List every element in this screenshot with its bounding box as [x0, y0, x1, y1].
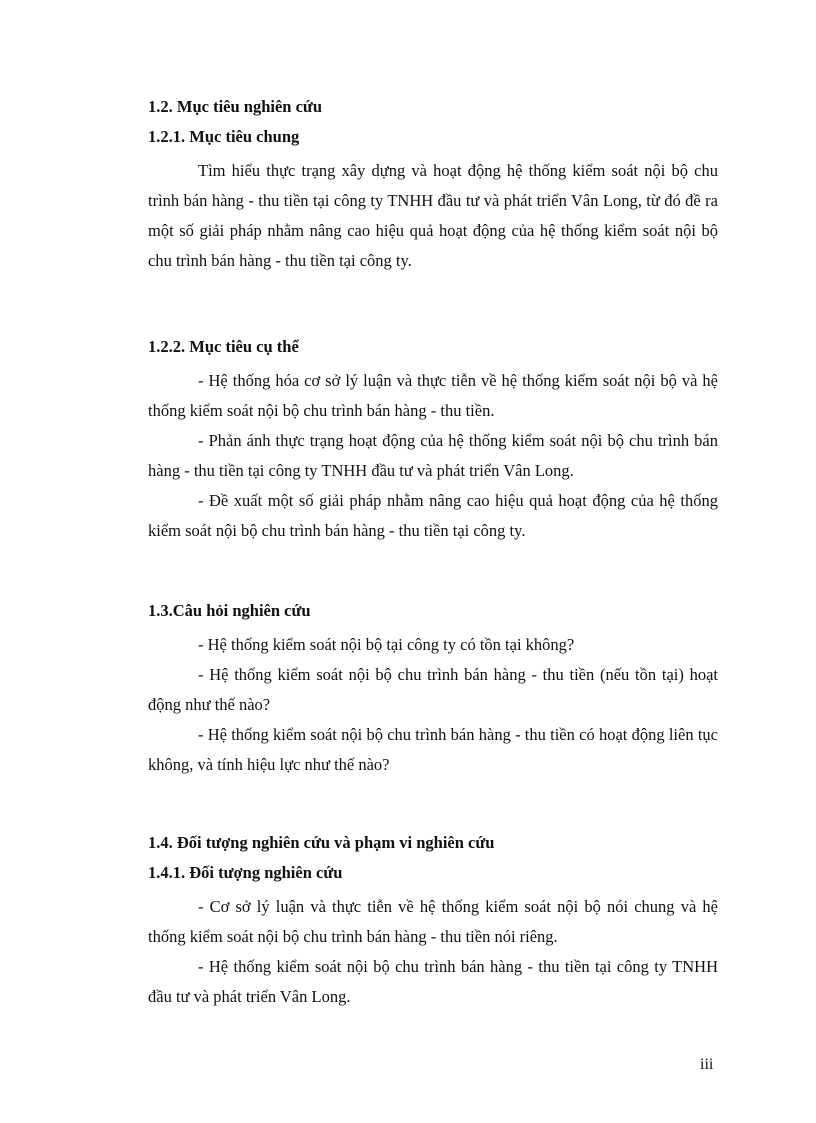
- page-content: [148, 96, 718, 1012]
- list-item-question-2: - Hệ thống kiểm soát nội bộ chu trình bán hàng - thu tiền (nếu tồn tại) hoạt động như thế nào?: [148, 665, 718, 714]
- list-item-question-1: - Hệ thống kiểm soát nội bộ tại công ty có tồn tại không?: [198, 635, 575, 654]
- list-item-objective-1: - Hệ thống hóa cơ sở lý luận và thực tiễn về hệ thống kiểm soát nội bộ và hệ thống kiểm soát nội bộ chu trình bán hàng - thu tiền.: [148, 371, 718, 420]
- spacer: [148, 546, 718, 600]
- list-item-question-3: - Hệ thống kiểm soát nội bộ chu trình bán hàng - thu tiền có hoạt động liên tục không, và tính hiệu lực như thế nào?: [148, 725, 718, 774]
- page-number: iii: [700, 1056, 714, 1073]
- heading-1-4: 1.4. Đối tượng nghiên cứu và phạm vi nghiên cứu: [148, 833, 495, 852]
- heading-1-2-1: 1.2.1. Mục tiêu chung: [148, 127, 300, 146]
- list-item-subject-2: - Hệ thống kiểm soát nội bộ chu trình bán hàng - thu tiền tại công ty TNHH đầu tư và phát triển Vân Long.: [148, 957, 718, 1006]
- list-item-objective-3: - Đề xuất một số giải pháp nhằm nâng cao hiệu quả hoạt động của hệ thống kiểm soát nội bộ chu trình bán hàng - thu tiền tại công ty.: [148, 491, 718, 540]
- paragraph-general-objective: Tìm hiểu thực trạng xây dựng và hoạt động hệ thống kiểm soát nội bộ chu trình bán hàng - thu tiền tại công ty TNHH đầu tư và phát triển Vân Long, từ đó đề ra một số giải pháp nhằm nâng cao hiệu quả hoạt động của hệ thống kiểm soát nội bộ chu trình bán hàng - thu tiền tại công ty.: [148, 161, 718, 270]
- heading-1-2-2: 1.2.2. Mục tiêu cụ thể: [148, 337, 299, 356]
- heading-1-4-1: 1.4.1. Đối tượng nghiên cứu: [148, 863, 343, 882]
- spacer: [148, 780, 718, 832]
- heading-1-3: 1.3.Câu hỏi nghiên cứu: [148, 601, 311, 620]
- list-item-subject-1: - Cơ sở lý luận và thực tiễn về hệ thống kiểm soát nội bộ nói chung và hệ thống kiểm soát nội bộ chu trình bán hàng - thu tiền nói riêng.: [148, 897, 718, 946]
- heading-1-2: 1.2. Mục tiêu nghiên cứu: [148, 97, 322, 116]
- spacer: [148, 276, 718, 336]
- list-item-objective-2: - Phản ánh thực trạng hoạt động của hệ thống kiểm soát nội bộ chu trình bán hàng - thu tiền tại công ty TNHH đầu tư và phát triển Vân Long.: [148, 431, 718, 480]
